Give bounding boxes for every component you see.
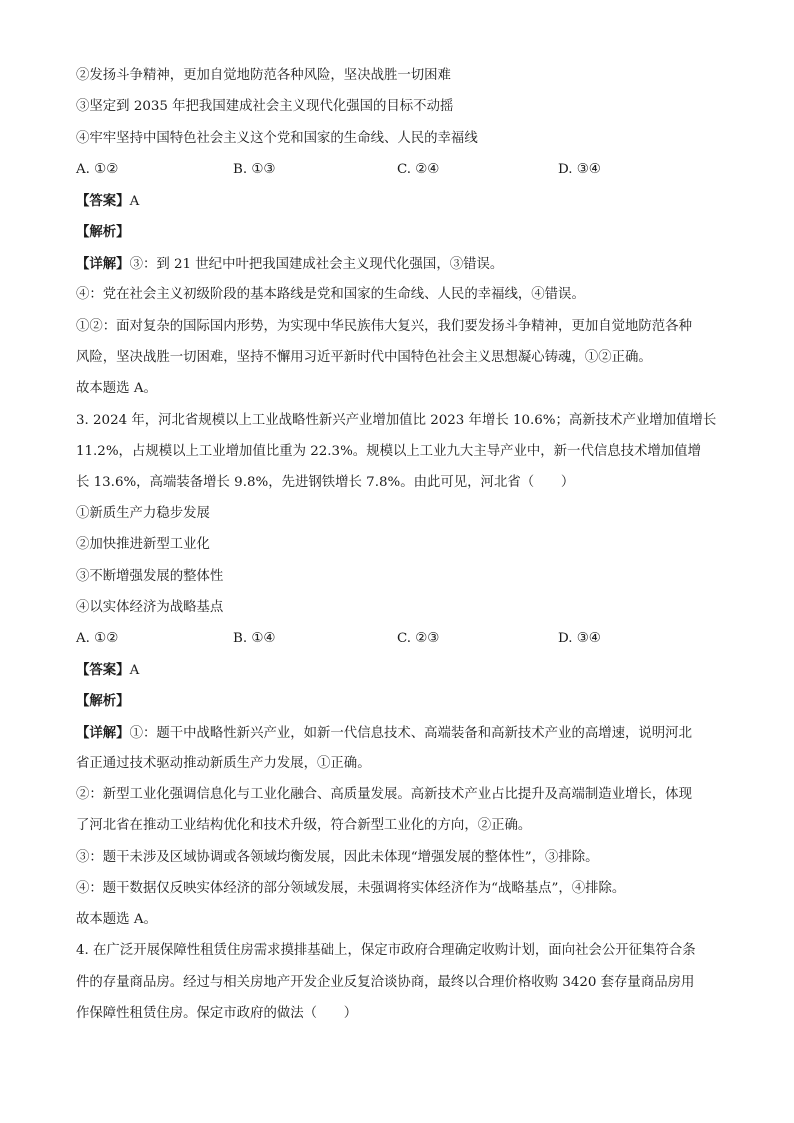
q3-detail-2b: 了河北省在推动工业结构优化和技术升级，符合新型工业化的方向，②正确。 [76, 818, 532, 833]
detail-label: 【详解】 [76, 725, 130, 741]
q3-answer [76, 661, 139, 680]
q2-option-d: D. ③④ [558, 162, 601, 177]
q2-analysis-label: 【解析】 [76, 224, 130, 240]
q3-detail-3: ③：题干未涉及区域协调或各领域均衡发展，因此未体现“增强发展的整体性”，③排除。 [76, 850, 599, 865]
q2-answer [76, 192, 139, 211]
q3-stem-2: 11.2%，占规模以上工业增加值比重为 22.3%。规模以上工业九大主导产业中，新一代信息技术增加值增 [76, 444, 701, 459]
answer-label: 【答案】 [76, 662, 130, 678]
detail-text: ③：到 21 世纪中叶把我国建成社会主义现代化强国，③错误。 [129, 257, 504, 272]
answer-value: A [129, 663, 140, 678]
q4-stem-2: 件的存量商品房。经过与相关房地产开发企业反复洽谈协商，最终以合理价格收购 3420 套存量商品房用 [76, 975, 695, 990]
q2-conclusion: 故本题选 A。 [76, 381, 157, 396]
q2-item-2: ②发扬斗争精神，更加自觉地防范各种风险，坚决战胜一切困难 [76, 68, 451, 83]
q3-item-4: ④以实体经济为战略基点 [76, 600, 224, 615]
q3-option-b: B. ①④ [233, 631, 276, 646]
q3-stem-3: 长 13.6%，高端装备增长 9.8%，先进钢铁增长 7.8%。由此可见，河北省（ ） [76, 475, 575, 490]
q2-option-c: C. ②④ [397, 162, 440, 177]
q3-detail-1b: 省正通过技术驱动推动新质生产力发展，①正确。 [76, 756, 371, 771]
q2-detail-3a: ①②：面对复杂的国际国内形势，为实现中华民族伟大复兴，我们要发扬斗争精神，更加自觉地防范各种 [76, 319, 692, 334]
q2-item-4: ④牢牢坚持中国特色社会主义这个党和国家的生命线、人民的幸福线 [76, 131, 478, 146]
q3-stem-1: 3. 2024 年，河北省规模以上工业战略性新兴产业增加值比 2023 年增长 10.6%；高新技术产业增加值增长 [76, 413, 717, 428]
q2-item-3: ③坚定到 2035 年把我国建成社会主义现代化强国的目标不动摇 [76, 99, 454, 114]
q3-detail-1a [76, 724, 692, 743]
q2-option-b: B. ①③ [233, 162, 276, 177]
q3-item-1: ①新质生产力稳步发展 [76, 506, 210, 521]
q4-stem-1: 4. 在广泛开展保障性租赁住房需求摸排基础上，保定市政府合理确定收购计划，面向社会公开征集符合条 [76, 943, 696, 958]
q3-option-c: C. ②③ [397, 631, 440, 646]
q2-option-a: A. ①② [76, 162, 119, 177]
answer-label: 【答案】 [76, 193, 130, 209]
detail-text: ①：题干中战略性新兴产业，如新一代信息技术、高端装备和高新技术产业的高增速，说明河北 [129, 726, 692, 741]
q4-stem-3: 作保障性租赁住房。保定市政府的做法（ ） [76, 1006, 358, 1021]
detail-label: 【详解】 [76, 256, 130, 272]
q3-detail-2a: ②：新型工业化强调信息化与工业化融合、高质量发展。高新技术产业占比提升及高端制造业增长，体现 [76, 787, 692, 802]
q3-item-2: ②加快推进新型工业化 [76, 537, 210, 552]
answer-value: A [129, 194, 140, 209]
q3-detail-4: ④：题干数据仅反映实体经济的部分领域发展，未强调将实体经济作为“战略基点”，④排除。 [76, 881, 626, 896]
q3-option-a: A. ①② [76, 631, 119, 646]
q3-conclusion: 故本题选 A。 [76, 912, 157, 927]
q2-detail-2: ④：党在社会主义初级阶段的基本路线是党和国家的生命线、人民的幸福线，④错误。 [76, 287, 585, 302]
q3-item-3: ③不断增强发展的整体性 [76, 569, 224, 584]
q3-option-d: D. ③④ [558, 631, 601, 646]
q2-detail-1 [76, 255, 503, 274]
q2-detail-3b: 风险，坚决战胜一切困难，坚持不懈用习近平新时代中国特色社会主义思想凝心铸魂，①②正确。 [76, 350, 652, 365]
q3-analysis-label: 【解析】 [76, 693, 130, 709]
